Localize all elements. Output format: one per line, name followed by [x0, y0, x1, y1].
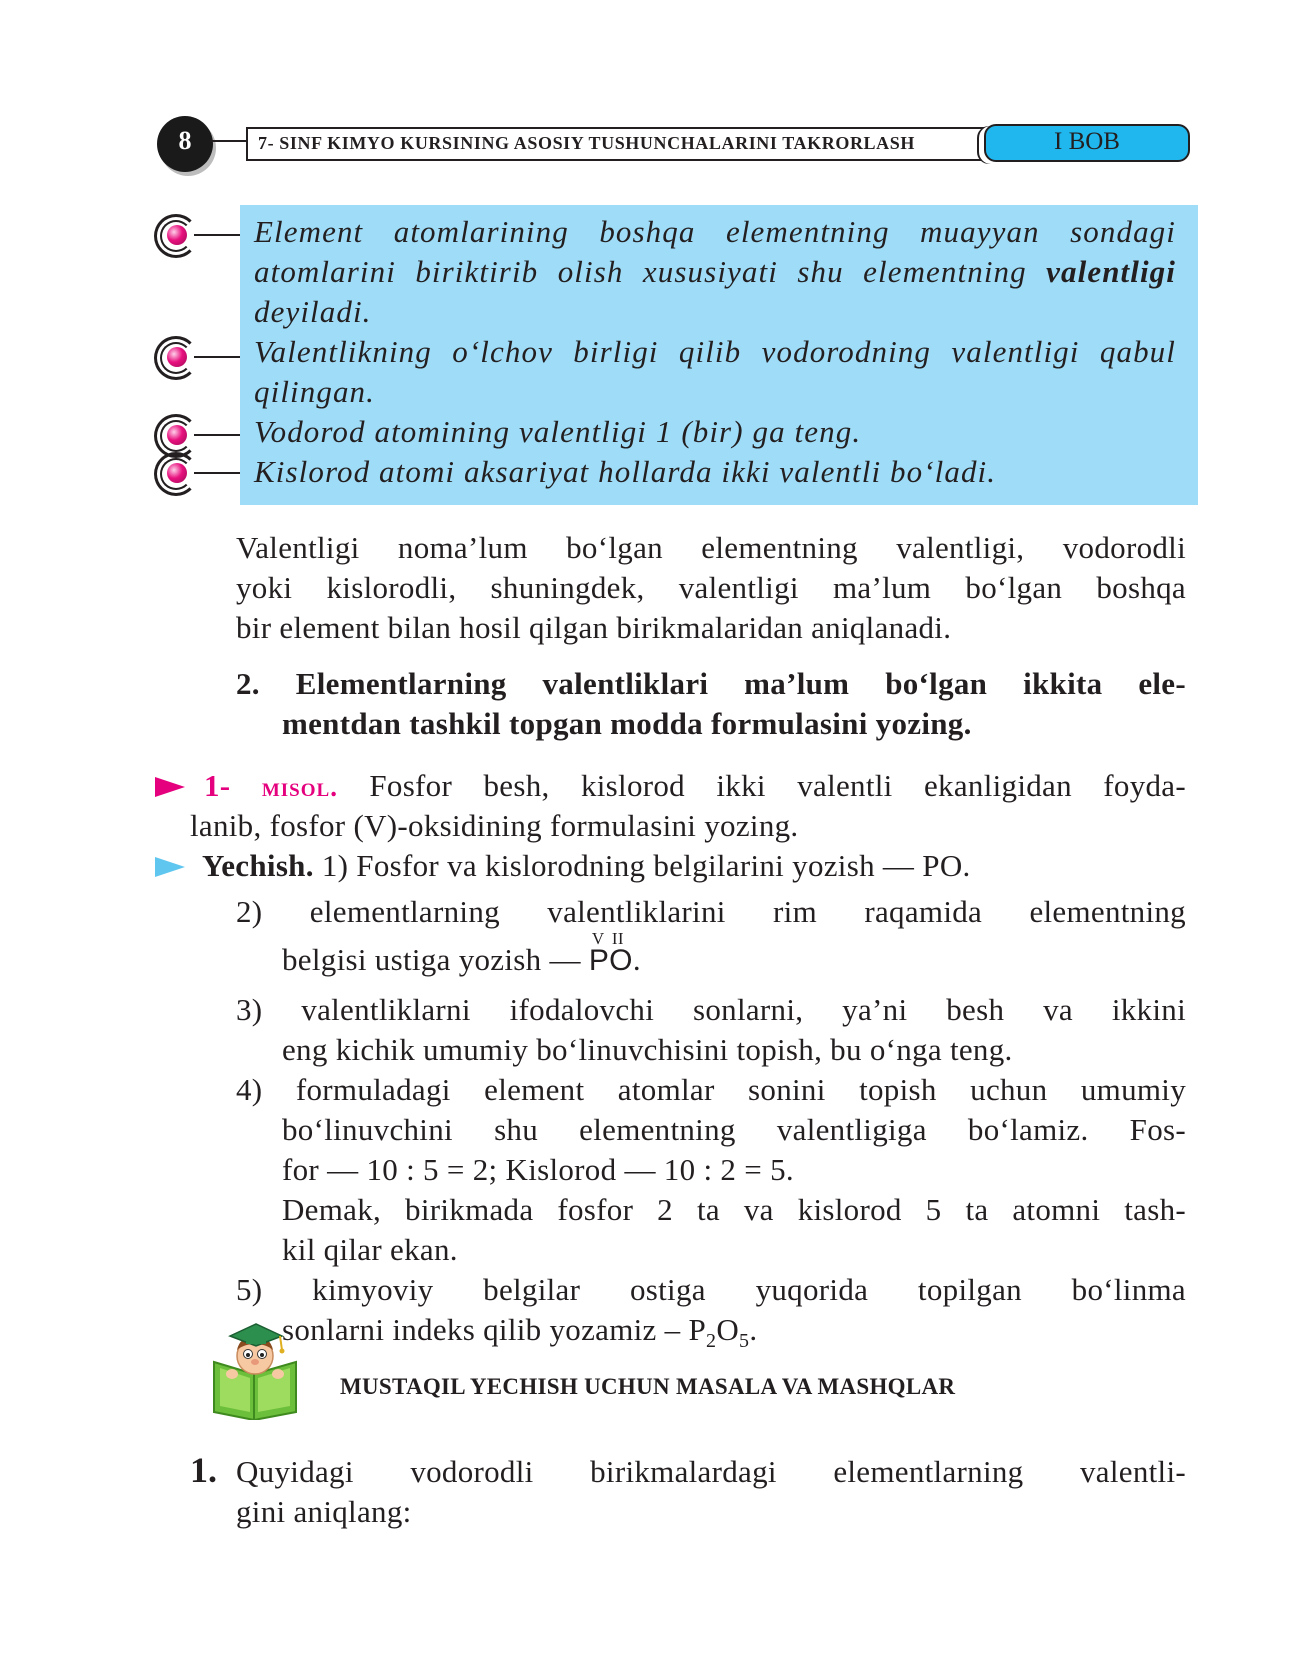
- solution-step: eng kichik umumiy bo‘linuvchisini topish, bu o‘nga teng.: [282, 1032, 1013, 1067]
- chapter-badge: I BOB: [984, 124, 1190, 162]
- example-arrow-icon: [155, 777, 185, 797]
- body-line: Valentligi noma’lum bo‘lgan elementning valentligi, vodorodli: [236, 530, 1186, 565]
- solution-step: bo‘linuvchini shu elementning valentligiga bo‘lamiz. Fos-: [282, 1112, 1186, 1147]
- running-header-title: 7- SINF KIMYO KURSINING ASOSIY TUSHUNCHALARINI TAKRORLASH: [258, 133, 915, 153]
- definition-line: Vodorod atomining valentligi 1 (bir) ga teng.: [254, 414, 862, 449]
- solution-step: 2) elementlarning valentliklarini rim raqamida elementning: [236, 894, 1186, 929]
- task-heading: 2. Elementlarning valentliklari ma’lum bo‘lgan ikkita ele-: [236, 666, 1186, 701]
- definition-line: Valentlikning o‘lchov birligi qilib vodorodning valentligi qabul: [254, 334, 1176, 369]
- task-heading: mentdan tashkil topgan modda formulasini yozing.: [282, 706, 972, 741]
- definition-line: deyiladi.: [254, 294, 372, 329]
- header-connector: [210, 140, 250, 142]
- bullet-icon: [154, 336, 198, 380]
- solution-step: 5) kimyoviy belgilar ostiga yuqorida topilgan bo‘linma: [236, 1272, 1186, 1307]
- bullet-icon: [154, 214, 198, 258]
- page-number: 8: [157, 116, 213, 172]
- example-line: lanib, fosfor (V)-oksidining formulasini yozing.: [190, 808, 799, 843]
- term-valentligi: valentligi: [1046, 254, 1176, 289]
- solution-step: sonlarni indeks qilib yozamiz – $P_2O_5$.: [282, 1312, 758, 1352]
- solution-label: Yechish.: [202, 848, 314, 883]
- solution-arrow-icon: [155, 857, 185, 877]
- valence-formula: V II PO: [588, 929, 633, 977]
- body-line: yoki kislorodli, shuningdek, valentligi ma’lum bo‘lgan boshqa: [236, 570, 1186, 605]
- solution-step: belgisi ustiga yozish — V II PO.: [282, 940, 641, 981]
- solution-step: 4) formuladagi element atomlar sonini topish uchun umumiy: [236, 1072, 1186, 1107]
- exercises-title: MUSTAQIL YECHISH UCHUN MASALA VA MASHQLAR: [340, 1374, 956, 1399]
- solution-line: Yechish. 1) Fosfor va kislorodning belgilarini yozish — PO.: [202, 848, 971, 883]
- bullet-icon: [154, 452, 198, 496]
- example-label: misol.: [261, 772, 338, 802]
- definition-line: Kislorod atomi aksariyat hollarda ikki valentli bo‘ladi.: [254, 454, 997, 489]
- example-number: 1-: [204, 768, 231, 803]
- solution-step: 3) valentliklarni ifodalovchi sonlarni, ya’ni besh va ikkini: [236, 992, 1186, 1027]
- solution-step: kil qilar ekan.: [282, 1232, 458, 1267]
- solution-step: for — 10 : 5 = 2; Kislorod — 10 : 2 = 5.: [282, 1152, 794, 1187]
- definition-line: Element atomlarining boshqa elementning muayyan sondagi: [254, 214, 1176, 249]
- body-line: bir element bilan hosil qilgan birikmalaridan aniqlanadi.: [236, 610, 952, 645]
- question-line: Quyidagi vodorodli birikmalardagi elementlarning valentli-: [236, 1454, 1186, 1489]
- question-number: 1.: [190, 1450, 217, 1490]
- solution-step: Demak, birikmada fosfor 2 ta va kislorod 5 ta atomni tash-: [282, 1192, 1186, 1227]
- definition-line: atomlarini biriktirib olish xususiyati shu elementning valentligi: [254, 254, 1176, 289]
- student-reading-icon: [210, 1322, 300, 1420]
- question-line: gini aniqlang:: [236, 1494, 412, 1529]
- example-line: 1- misol. Fosfor besh, kislorod ikki valentli ekanligidan foyda-: [204, 768, 1186, 803]
- definition-line: qilingan.: [254, 374, 375, 409]
